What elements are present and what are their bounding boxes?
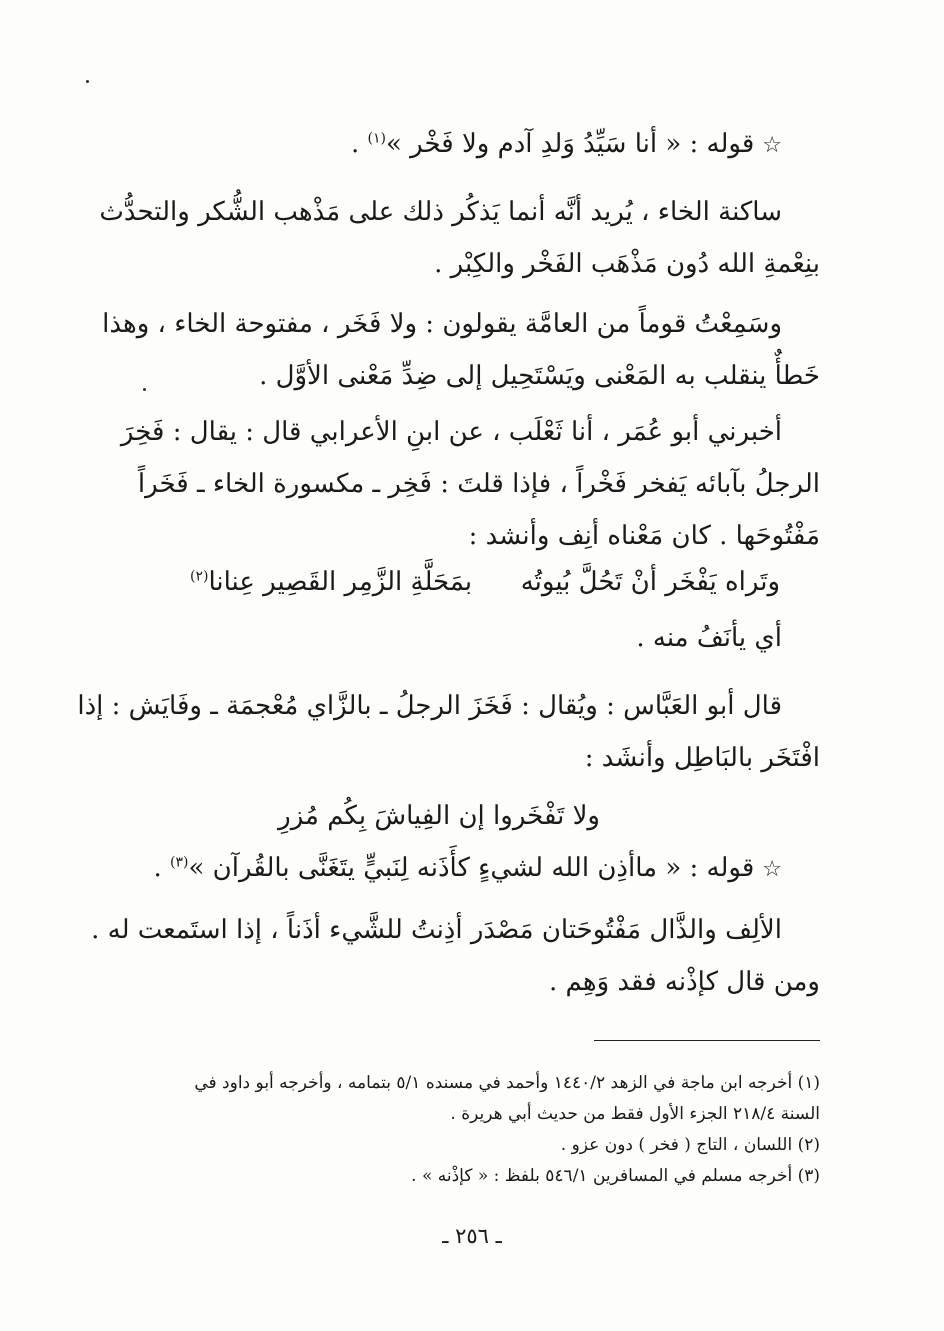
text-line: ☆قوله : « أنا سَيِّدُ وَلدِ آدم ولا فَخْر »$^{(١)}$ . bbox=[350, 129, 782, 159]
text-line: مَفْتُوحَها . كان مَعْناه أنِف وأنشد : bbox=[468, 521, 820, 551]
footnote-2: (٢) اللسان ، التاج ( فخر ) دون عزو . bbox=[560, 1135, 820, 1155]
paragraph bbox=[110, 612, 820, 664]
paragraph bbox=[91, 904, 820, 1008]
text-line: افْتَخَر بالبَاطِل وأنشَد : bbox=[584, 743, 820, 773]
footnote-3: (٣) أخرجه مسلم في المسافرين ٥٤٦/١ بلفظ : « كإذْنه » . bbox=[411, 1166, 820, 1186]
verse-hemistich-second: بمَحَلَّةِ الزَّمِر القَصِير عِنانا$^{(٢)}$ bbox=[190, 567, 473, 597]
footnote-ref: (٢) bbox=[190, 568, 209, 585]
scan-speck bbox=[86, 80, 89, 83]
paragraph bbox=[99, 186, 820, 290]
star-icon: ☆ bbox=[762, 857, 782, 882]
paragraph-hadith-1 bbox=[110, 118, 820, 172]
text-line: بنِعْمةِ الله دُون مَذْهَب الفَخْر والكِبْر . bbox=[434, 249, 820, 279]
footnotes bbox=[130, 1068, 820, 1192]
verse-couplet bbox=[110, 556, 820, 608]
verse-single bbox=[110, 790, 820, 842]
verse-hemistich-first: وتَراه يَفْخَر أنْ تَحُلَّ بُيوتُه bbox=[520, 567, 780, 597]
verse-line bbox=[190, 556, 780, 608]
text-line: قال أبو العَبَّاس : ويُقال : فَخَزَ الرجلُ ـ بالزَّاي مُعْجمَة ـ وفَايَش : إذا bbox=[77, 691, 782, 721]
text-line: ومن قال كإذْنه فقد وَهِم . bbox=[549, 967, 820, 997]
paragraph bbox=[77, 680, 820, 784]
text-line: أخبرني أبو عُمَر ، أنا ثَعْلَب ، عن ابنِ الأعرابي قال : يقال : فَخِرَ bbox=[120, 417, 782, 447]
text-line: ساكنة الخاء ، يُريد أنَّه أنما يَذكُر ذلك على مَذْهب الشُّكر والتحدُّث bbox=[99, 197, 782, 227]
footnote-1-continuation: السنة ٢١٨/٤ الجزء الأول فقط من حديث أبي هريرة . bbox=[450, 1104, 820, 1124]
text-line: وسَمِعْتُ قوماً من العامَّة يقولون : ولا فَخَر ، مفتوحة الخاء ، وهذا bbox=[102, 309, 782, 339]
page-number: ـ ٢٥٦ ـ bbox=[442, 1224, 502, 1248]
text-line: ☆قوله : « ماأذِن الله لشيءٍ كأَذَنه لِنَبيٍّ يتَغَنَّى بالقُرآن »$^{(٣)}$ . bbox=[153, 853, 782, 883]
footnote-1: (١) أخرجه ابن ماجة في الزهد ١٤٤٠/٢ وأحمد في مسنده ٥/١ بتمامه ، وأخرجه أبو داود في bbox=[194, 1073, 820, 1093]
footnote-ref: (١) bbox=[367, 130, 386, 147]
verse-line: ولا تَفْخَروا إن الفِياشَ بِكُم مُزرِ bbox=[278, 801, 600, 831]
footnote-separator bbox=[594, 1040, 820, 1041]
footnote-ref: (٣) bbox=[170, 854, 189, 871]
paragraph bbox=[102, 298, 820, 402]
text-line: خَطأٌ ينقلب به المَعْنى ويَسْتَحِيل إلى ضِدِّ مَعْنى الأوَّل . bbox=[259, 361, 820, 391]
paragraph-hadith-2 bbox=[110, 842, 820, 896]
text-line: الألِف والذَّال مَفْتُوحَتان مَصْدَر أذِنتُ للشَّيء أذَناً ، إذا استَمعت له . bbox=[91, 915, 782, 945]
paragraph bbox=[110, 406, 820, 562]
text-line: أي يأنَفُ منه . bbox=[636, 623, 782, 653]
star-icon: ☆ bbox=[762, 133, 782, 158]
text-line: الرجلُ بآبائه يَفخر فَخْراً ، فإذا قلتَ : فَخِر ـ مكسورة الخاء ـ فَخَراً bbox=[137, 469, 820, 499]
